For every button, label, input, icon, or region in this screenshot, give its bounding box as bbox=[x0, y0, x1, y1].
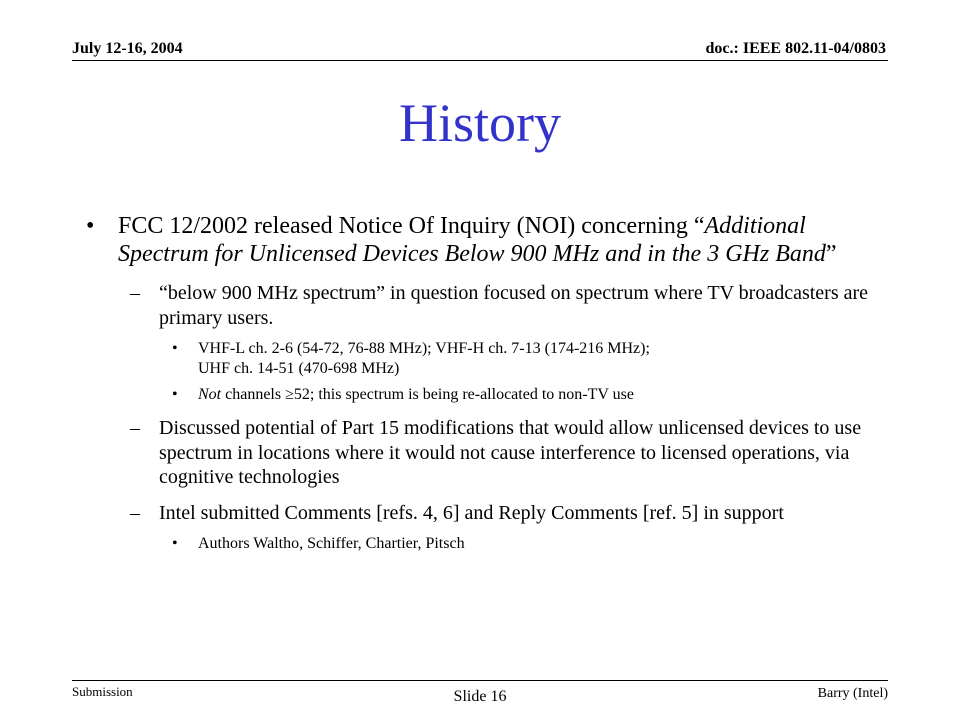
sub-bullet-part15 bbox=[80, 416, 888, 490]
channels-line-2: UHF ch. 14-51 (470-698 MHz) bbox=[198, 360, 400, 377]
dash-marker: – bbox=[130, 417, 140, 439]
header-divider bbox=[72, 60, 888, 61]
sub-sub-bullet-authors bbox=[80, 534, 888, 554]
sub-sub-bullet-not-channels bbox=[80, 385, 888, 405]
bullet-marker: • bbox=[86, 213, 95, 239]
authors-text: Authors Waltho, Schiffer, Chartier, Pitsch bbox=[198, 535, 465, 552]
noi-title: Additional Spectrum for Unlicensed Devices Below 900 MHz and in the 3 GHz Band bbox=[118, 213, 826, 267]
bullet-marker: • bbox=[172, 340, 178, 357]
footer-divider bbox=[72, 680, 888, 681]
slide-body bbox=[80, 212, 888, 554]
footer-author: Barry (Intel) bbox=[817, 686, 888, 701]
dash-marker: – bbox=[130, 282, 140, 304]
sub-bullet-intel-comments bbox=[80, 501, 888, 526]
close-quote: ” bbox=[825, 241, 837, 267]
header-date: July 12-16, 2004 bbox=[72, 40, 183, 57]
bullet-fcc-noi-text: FCC 12/2002 released Notice Of Inquiry (NOI) concerning bbox=[118, 213, 694, 239]
not-channels-text: channels ≥52; this spectrum is being re-allocated to non-TV use bbox=[221, 386, 634, 403]
sub-bullet-below-900 bbox=[80, 281, 888, 330]
open-quote: “ bbox=[693, 213, 705, 239]
sub-bullet-part15-text: Discussed potential of Part 15 modifications that would allow unlicensed devices to use spectrum in locations where it would not cause interference to licensed operations, via cognitive technologies bbox=[159, 417, 862, 488]
not-emphasis: Not bbox=[198, 386, 222, 403]
footer-slide-number: Slide 16 bbox=[453, 688, 507, 705]
sub-sub-bullet-channels bbox=[80, 339, 888, 379]
slide-title: History bbox=[399, 93, 561, 153]
footer-submission: Submission bbox=[72, 684, 133, 699]
channels-line-1: VHF-L ch. 2-6 (54-72, 76-88 MHz); VHF-H ch. 7-13 (174-216 MHz); bbox=[198, 340, 650, 357]
bullet-fcc-noi bbox=[80, 212, 888, 268]
bullet-marker: • bbox=[172, 386, 178, 403]
header-doc-id: doc.: IEEE 802.11-04/0803 bbox=[705, 40, 886, 57]
bullet-marker: • bbox=[172, 535, 178, 552]
dash-marker: – bbox=[130, 501, 140, 524]
sub-bullet-intel-comments-text: Intel submitted Comments [refs. 4, 6] and Reply Comments [ref. 5] in support bbox=[159, 501, 784, 524]
sub-bullet-below-900-text: “below 900 MHz spectrum” in question focused on spectrum where TV broadcasters are primary users. bbox=[159, 282, 869, 329]
